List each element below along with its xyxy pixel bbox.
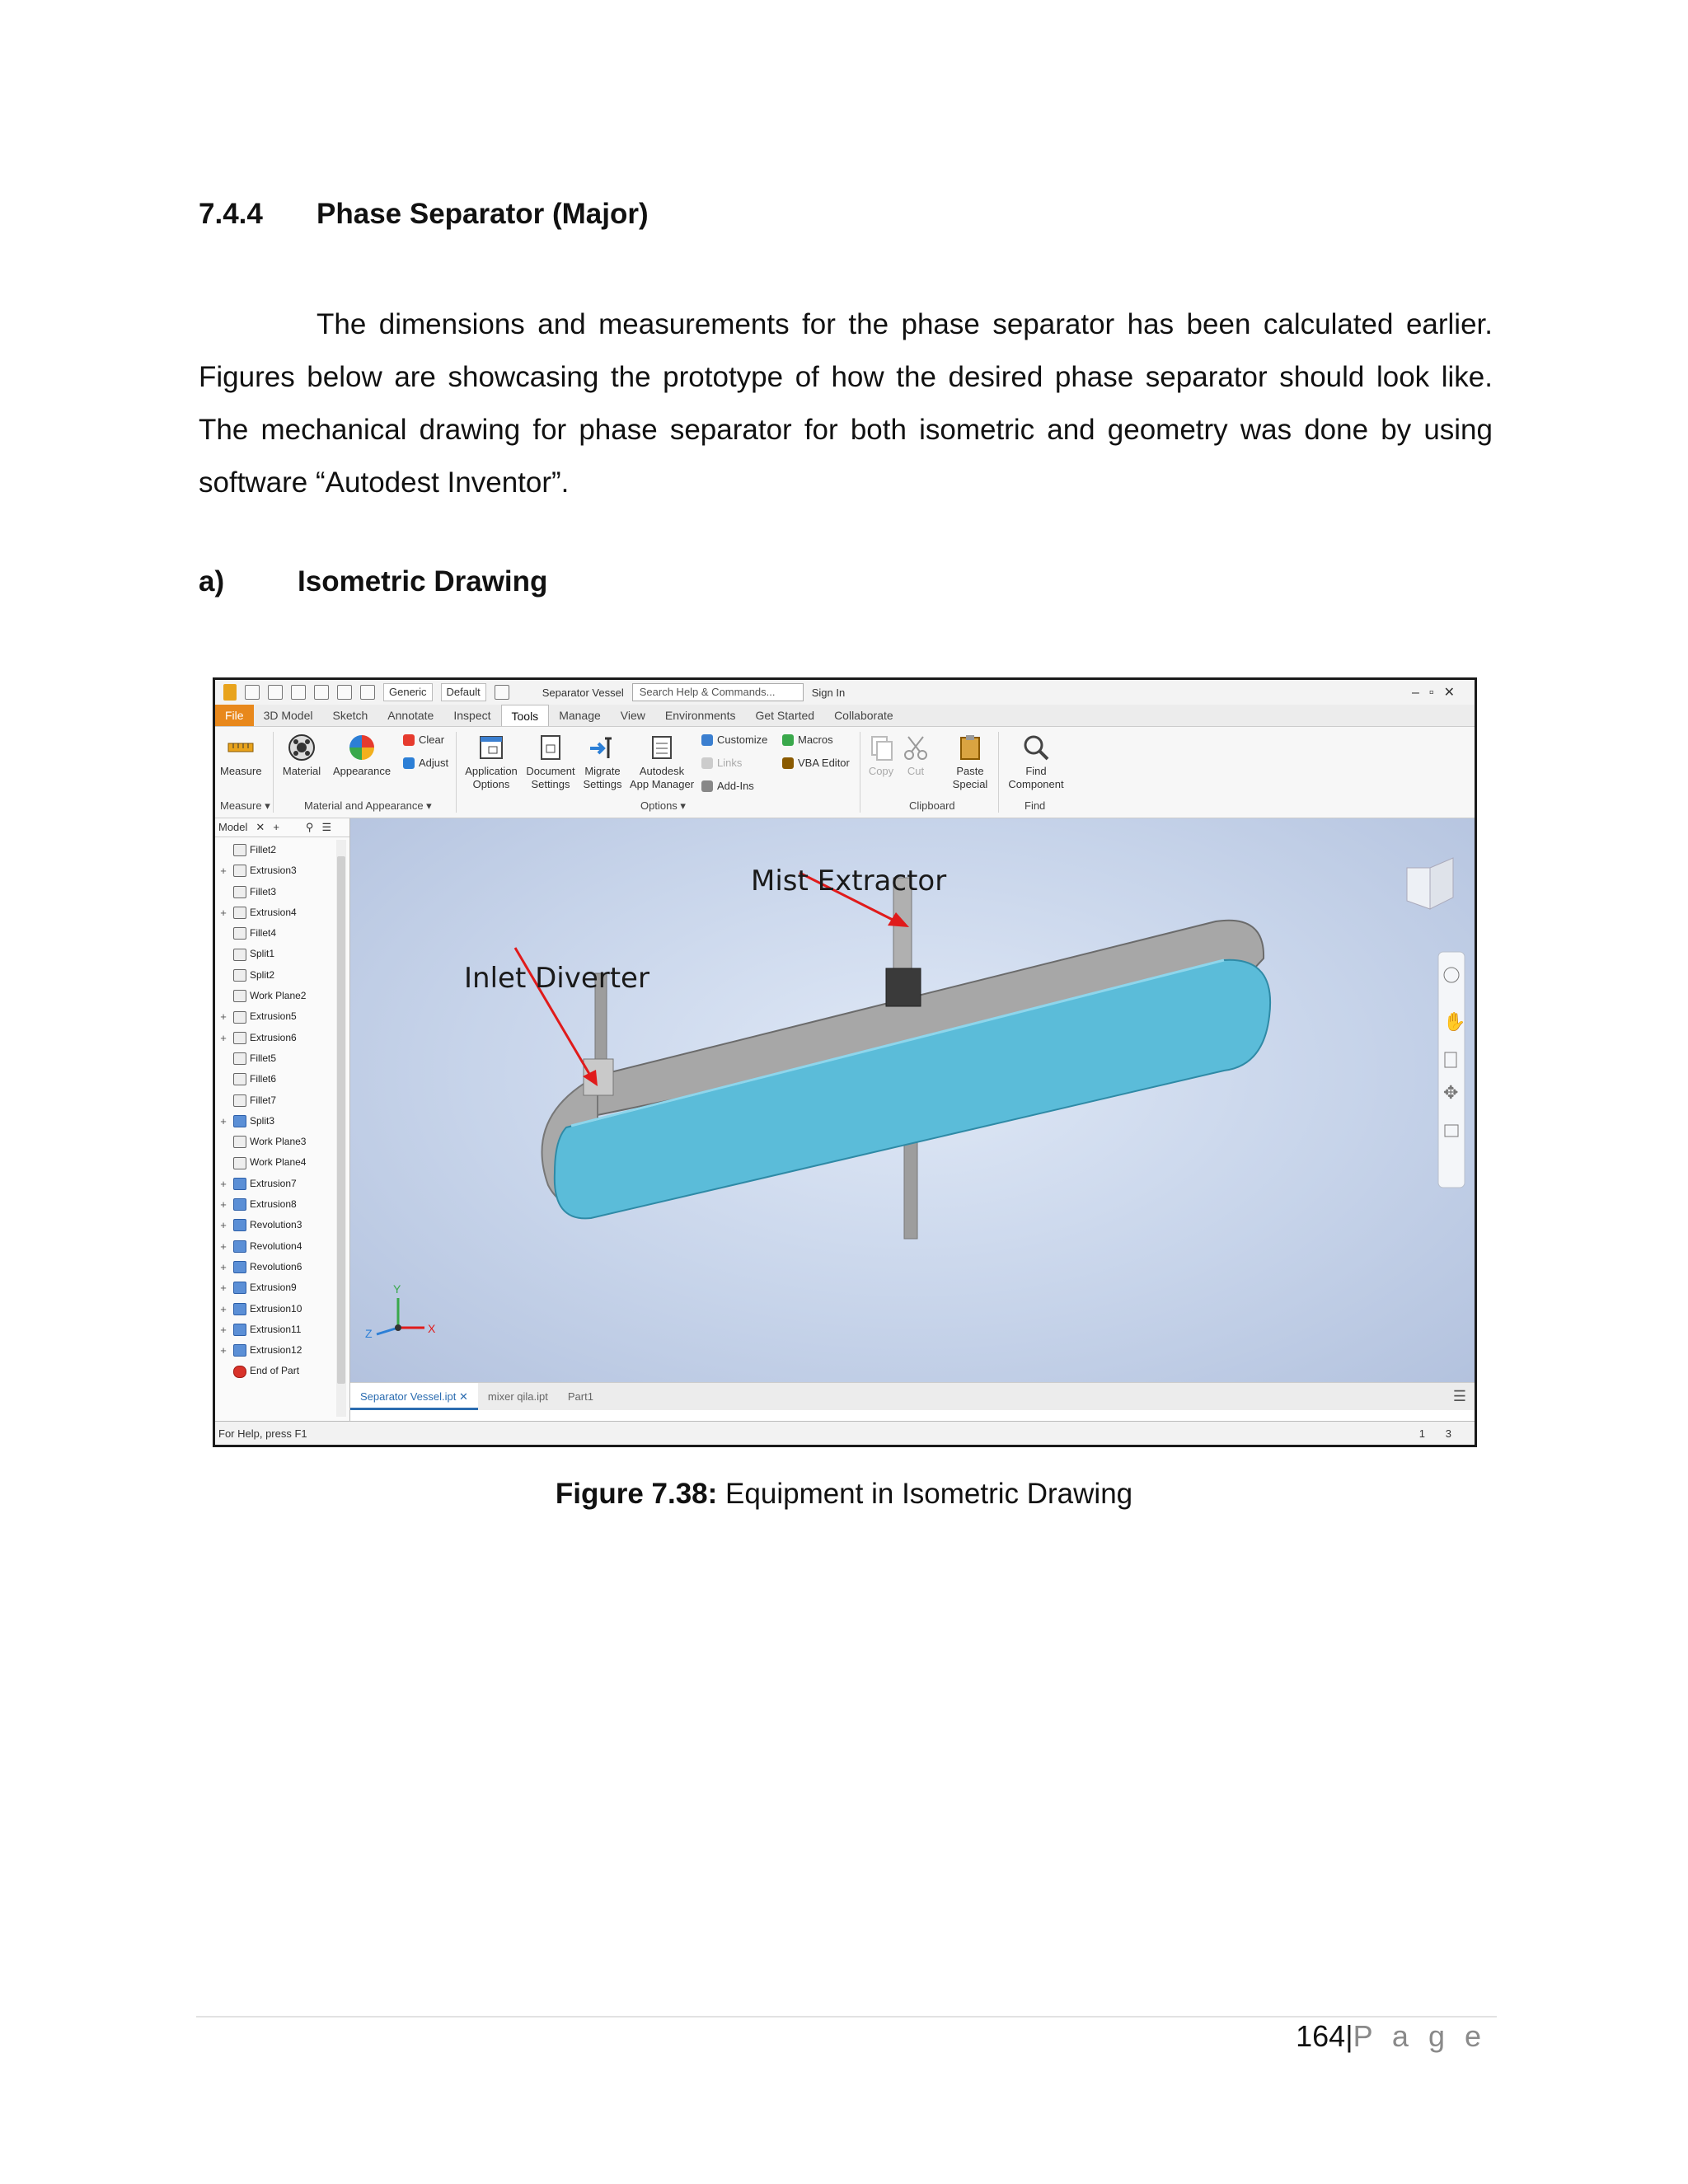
expand-icon[interactable]: + (220, 1219, 227, 1232)
axis-origin (395, 1324, 401, 1331)
expand-icon[interactable]: + (220, 1282, 227, 1295)
document-settings-icon (537, 733, 565, 762)
tree-node[interactable] (218, 1028, 334, 1048)
mist-extractor-label: Mist Extractor (751, 865, 947, 898)
macros-icon (782, 734, 794, 746)
subsection-title: Isometric Drawing (298, 565, 548, 598)
tab-inspect[interactable]: Inspect (453, 709, 491, 722)
browser-add-icon[interactable]: + (273, 821, 279, 833)
feature-icon (233, 927, 246, 940)
tree-node-label: Fillet3 (250, 885, 277, 898)
tree-node-label: Extrusion8 (250, 1198, 297, 1211)
graphics-viewport[interactable] (350, 818, 1475, 1382)
feature-icon (233, 1240, 246, 1253)
group-options[interactable]: Options ▾ (640, 799, 686, 812)
figure-caption-text: Equipment in Isometric Drawing (725, 1478, 1133, 1510)
tree-node-label: Split2 (250, 968, 275, 981)
tab-3d-model[interactable]: 3D Model (263, 709, 313, 722)
status-help: For Help, press F1 (218, 1427, 307, 1440)
subsection-heading (199, 565, 547, 598)
sign-in-link[interactable]: Sign In (811, 686, 846, 699)
expand-icon[interactable]: + (220, 1114, 227, 1127)
doc-tab-label: Separator Vessel.ipt (360, 1390, 457, 1403)
measure-label: Measure (220, 765, 262, 777)
feature-icon (233, 1324, 246, 1336)
doc-tab-part1[interactable]: Part1 (567, 1390, 593, 1403)
inventor-screenshot (213, 677, 1477, 1447)
tree-node-label: Fillet7 (250, 1094, 277, 1106)
application-options-button[interactable] (461, 733, 522, 791)
tree-node-label: Revolution3 (250, 1219, 302, 1231)
tree-node-label: Extrusion9 (250, 1282, 297, 1294)
group-measure[interactable]: Measure ▾ (220, 799, 270, 812)
tab-collaborate[interactable]: Collaborate (834, 709, 893, 722)
tab-environments[interactable]: Environments (664, 709, 736, 722)
copy-icon (867, 733, 895, 762)
tree-node-label: Split1 (250, 948, 275, 960)
magnifier-icon (1022, 733, 1050, 762)
section-number: 7.4.4 (199, 198, 263, 230)
figure-caption (0, 1478, 1688, 1511)
cut-button[interactable] (899, 733, 932, 778)
feature-icon (233, 1073, 246, 1085)
model-browser (215, 818, 350, 1421)
tree-node[interactable] (218, 860, 334, 881)
help-search-input[interactable]: Search Help & Commands... (632, 683, 804, 701)
feature-icon (233, 1198, 246, 1211)
migrate-settings-icon (588, 733, 617, 762)
feature-icon (233, 1094, 246, 1107)
ribbon-tabs (215, 705, 1475, 727)
clear-label: Clear (419, 733, 445, 746)
feature-icon (233, 1344, 246, 1357)
feature-icon (233, 1136, 246, 1148)
browser-tree (218, 840, 334, 1382)
tree-node-label: Fillet2 (250, 844, 277, 855)
migrate-settings-label-2: Settings (583, 778, 622, 790)
document-settings-button[interactable] (523, 733, 578, 791)
feature-icon (233, 1366, 246, 1378)
inventor-logo-icon (223, 684, 237, 701)
adjust-appearance-button[interactable] (403, 757, 448, 770)
feature-icon (233, 1115, 246, 1127)
window-title: Separator Vessel (542, 686, 624, 699)
tree-node[interactable] (218, 965, 334, 986)
page-number-value: 164| (1296, 2019, 1353, 2053)
paste-special-label-1: Paste (956, 765, 984, 777)
feature-icon (233, 969, 246, 982)
tree-node[interactable] (218, 1340, 334, 1361)
feature-icon (233, 1032, 246, 1044)
new-file-icon[interactable] (245, 685, 260, 700)
paste-special-label-2: Special (952, 778, 988, 790)
document-tabs (350, 1382, 1475, 1410)
material-label: Material (282, 765, 321, 777)
ribbon-separator (998, 732, 999, 813)
tree-node-label: Fillet6 (250, 1073, 277, 1085)
find-component-button[interactable] (1003, 733, 1069, 791)
tree-node[interactable] (218, 1048, 334, 1069)
application-options-label-1: Application (465, 765, 518, 777)
tree-node-label: Split3 (250, 1114, 275, 1127)
links-label: Links (717, 757, 743, 769)
tree-node-label: Extrusion6 (250, 1031, 297, 1043)
tree-node-label: Extrusion12 (250, 1344, 302, 1357)
orbit-icon[interactable]: ✥ (1443, 1082, 1459, 1103)
subsection-label: a) (199, 565, 225, 598)
expand-icon[interactable]: + (220, 1198, 227, 1212)
customize-button[interactable] (701, 733, 767, 747)
tree-node[interactable] (218, 902, 334, 923)
tree-node-label: Work Plane3 (250, 1136, 307, 1148)
tree-node-label: Extrusion11 (250, 1323, 302, 1335)
quick-access-toolbar (215, 680, 1475, 705)
appearance-icon (348, 733, 376, 762)
x-axis-label: X (428, 1322, 436, 1335)
inlet-diverter-label: Inlet Diverter (464, 962, 649, 995)
adjust-label: Adjust (419, 757, 449, 769)
tree-node[interactable] (218, 1174, 334, 1194)
scissors-icon (902, 733, 930, 762)
tab-manage[interactable]: Manage (559, 709, 601, 722)
tree-node[interactable] (218, 923, 334, 944)
feature-icon (233, 990, 246, 1002)
undo-icon[interactable] (314, 685, 329, 700)
expand-icon[interactable]: + (220, 1260, 227, 1273)
browser-title: Model (218, 821, 248, 833)
tab-sketch[interactable]: Sketch (332, 709, 368, 722)
tree-node[interactable] (218, 1194, 334, 1215)
measure-button[interactable] (220, 733, 261, 778)
app-manager-label-1: Autodesk (639, 765, 685, 777)
migrate-settings-label-1: Migrate (584, 765, 621, 777)
tree-node-label: Extrusion7 (250, 1177, 297, 1189)
tree-node[interactable] (218, 1299, 334, 1319)
scrollbar-thumb[interactable] (337, 856, 345, 1384)
material-combo[interactable]: Generic (383, 683, 433, 701)
material-icon (288, 733, 316, 762)
expand-icon[interactable]: + (220, 906, 227, 919)
window-controls[interactable]: –▫✕ (1412, 686, 1465, 700)
cut-label: Cut (907, 765, 925, 777)
tree-node[interactable] (218, 1257, 334, 1277)
hamburger-menu-icon[interactable]: ☰ (1452, 1388, 1466, 1404)
tree-node[interactable] (218, 1152, 334, 1173)
save-icon[interactable] (291, 685, 306, 700)
measure-icon (227, 733, 255, 762)
tab-get-started[interactable]: Get Started (755, 709, 815, 722)
doc-tab-separator-vessel[interactable] (350, 1383, 478, 1410)
tree-node[interactable] (218, 1132, 334, 1152)
y-axis-label: Y (393, 1282, 401, 1296)
group-clipboard: Clipboard (909, 799, 955, 812)
add-ins-button[interactable] (701, 780, 754, 793)
feature-icon (233, 1052, 246, 1065)
links-icon (701, 757, 713, 769)
tree-node[interactable] (218, 1361, 334, 1381)
status-count-1: 1 (1418, 1427, 1425, 1440)
expand-icon[interactable]: + (220, 1240, 227, 1253)
page-word: P a g e (1353, 2019, 1487, 2053)
feature-icon (233, 844, 246, 856)
vba-editor-icon (782, 757, 794, 769)
doc-tab-mixer[interactable]: mixer qila.ipt (487, 1390, 548, 1403)
tree-node[interactable] (218, 1277, 334, 1298)
feature-icon (233, 1261, 246, 1273)
open-file-icon[interactable] (268, 685, 283, 700)
section-heading (199, 198, 649, 231)
expand-icon[interactable]: + (220, 1010, 227, 1024)
expand-icon[interactable]: + (220, 1031, 227, 1044)
add-ins-label: Add-Ins (717, 780, 754, 792)
vba-editor-label: VBA Editor (798, 757, 850, 769)
clear-icon (403, 734, 415, 746)
tree-node-label: Work Plane4 (250, 1156, 307, 1169)
view-cube-icon[interactable] (1430, 858, 1453, 909)
z-axis-label: Z (365, 1327, 373, 1340)
document-settings-label-1: Document (526, 765, 575, 777)
tree-node-label: Extrusion4 (250, 906, 297, 918)
document-settings-label-2: Settings (531, 778, 570, 790)
vba-editor-button[interactable] (782, 757, 850, 770)
app-manager-label-2: App Manager (629, 778, 695, 790)
tree-node[interactable] (218, 882, 334, 902)
appearance-label: Appearance (332, 765, 392, 777)
expand-icon[interactable]: + (220, 1323, 227, 1336)
close-icon[interactable]: ✕ (458, 1390, 468, 1403)
feature-icon (233, 1178, 246, 1190)
tree-node[interactable] (218, 1215, 334, 1235)
tree-node-label: Revolution4 (250, 1240, 302, 1252)
find-component-label-1: Find (1025, 765, 1047, 777)
tree-node[interactable] (218, 1006, 334, 1027)
material-button[interactable] (279, 733, 324, 778)
ribbon-separator (273, 732, 274, 813)
vessel-model (350, 818, 1470, 1382)
feature-icon (233, 886, 246, 898)
migrate-settings-button[interactable] (578, 733, 627, 791)
group-find: Find (1025, 799, 1046, 812)
clear-appearance-button[interactable] (403, 733, 444, 747)
page-number (1296, 2019, 1487, 2054)
mist-extractor-block (886, 968, 921, 1006)
macros-button[interactable] (782, 733, 833, 747)
tree-node-label: Work Plane2 (250, 990, 307, 1002)
feature-icon (233, 949, 246, 961)
tree-node[interactable] (218, 1236, 334, 1257)
tree-node[interactable] (218, 840, 334, 860)
tree-node[interactable] (218, 1111, 334, 1132)
ribbon-panel (215, 727, 1475, 818)
tab-annotate[interactable]: Annotate (387, 709, 434, 722)
feature-icon (233, 907, 246, 919)
view-cube-face (1407, 868, 1430, 909)
application-options-label-2: Options (472, 778, 510, 790)
app-manager-icon (648, 733, 676, 762)
footer-divider (196, 2016, 1497, 2018)
links-button[interactable] (701, 757, 742, 770)
feature-icon (233, 1011, 246, 1024)
tab-tools[interactable]: Tools (501, 705, 550, 726)
app-manager-button[interactable] (627, 733, 696, 791)
paste-special-icon (956, 733, 984, 762)
section-title: Phase Separator (Major) (316, 198, 649, 230)
find-component-label-2: Component (1008, 778, 1064, 790)
tree-node-label: Fillet4 (250, 927, 277, 940)
z-axis-line (377, 1328, 398, 1334)
copy-label: Copy (868, 765, 894, 777)
navigation-bar[interactable] (1438, 952, 1465, 1188)
feature-icon (233, 1157, 246, 1169)
browser-menu-icon[interactable]: ☰ (321, 821, 332, 833)
expand-icon[interactable]: + (220, 1177, 227, 1190)
customize-label: Customize (717, 733, 768, 746)
tree-node[interactable] (218, 986, 334, 1006)
customize-icon (701, 734, 713, 746)
add-ins-icon (701, 780, 713, 792)
application-options-icon (477, 733, 505, 762)
body-paragraph: The dimensions and measurements for the phase separator has been calculated earlier. Figures below are showcasing the prototype of how the desired phase separator should look like. The mechanical drawing for phase separator for both isometric and geometry was done by using software “Autodest Inventor”. (199, 308, 1493, 499)
home-icon[interactable] (337, 685, 352, 700)
fx-icon[interactable] (495, 685, 509, 700)
tree-node-label: Extrusion10 (250, 1302, 302, 1315)
tree-node-label: Revolution6 (250, 1260, 302, 1272)
tree-node-label: Extrusion5 (250, 1010, 297, 1023)
figure-label: Figure 7.38: (555, 1478, 718, 1510)
tab-view[interactable]: View (620, 709, 645, 722)
expand-icon[interactable]: + (220, 865, 227, 878)
pan-icon[interactable]: ✋ (1443, 1011, 1466, 1032)
tab-file[interactable]: File (215, 705, 254, 726)
appearance-button[interactable] (331, 733, 393, 778)
expand-icon[interactable]: + (220, 1344, 227, 1357)
group-material-appearance[interactable]: Material and Appearance ▾ (304, 799, 432, 812)
copy-button[interactable] (865, 733, 898, 778)
feature-icon (233, 865, 246, 877)
tree-node-label: Extrusion3 (250, 865, 297, 877)
browser-scrollbar[interactable] (336, 840, 346, 1417)
tree-node-label: Fillet5 (250, 1052, 277, 1064)
paste-special-button[interactable] (947, 733, 993, 791)
browser-header (215, 818, 349, 837)
tree-node[interactable] (218, 944, 334, 964)
tree-node-label: End of Part (250, 1365, 300, 1377)
status-count-2: 3 (1445, 1427, 1451, 1440)
tree-node[interactable] (218, 1319, 334, 1340)
status-bar (215, 1421, 1475, 1446)
adjust-icon (403, 757, 415, 769)
feature-icon (233, 1303, 246, 1315)
tree-node[interactable] (218, 1090, 334, 1111)
feature-icon (233, 1282, 246, 1294)
expand-icon[interactable]: + (220, 1302, 227, 1315)
browser-search-icon[interactable]: ⚲ (305, 821, 314, 833)
macros-label: Macros (798, 733, 833, 746)
browser-close-icon[interactable]: ✕ (256, 821, 265, 833)
select-icon[interactable] (360, 685, 375, 700)
appearance-combo[interactable]: Default (441, 683, 486, 701)
ribbon-separator (456, 732, 457, 813)
bottom-nozzle (904, 1132, 917, 1239)
feature-icon (233, 1219, 246, 1231)
tree-node[interactable] (218, 1069, 334, 1090)
